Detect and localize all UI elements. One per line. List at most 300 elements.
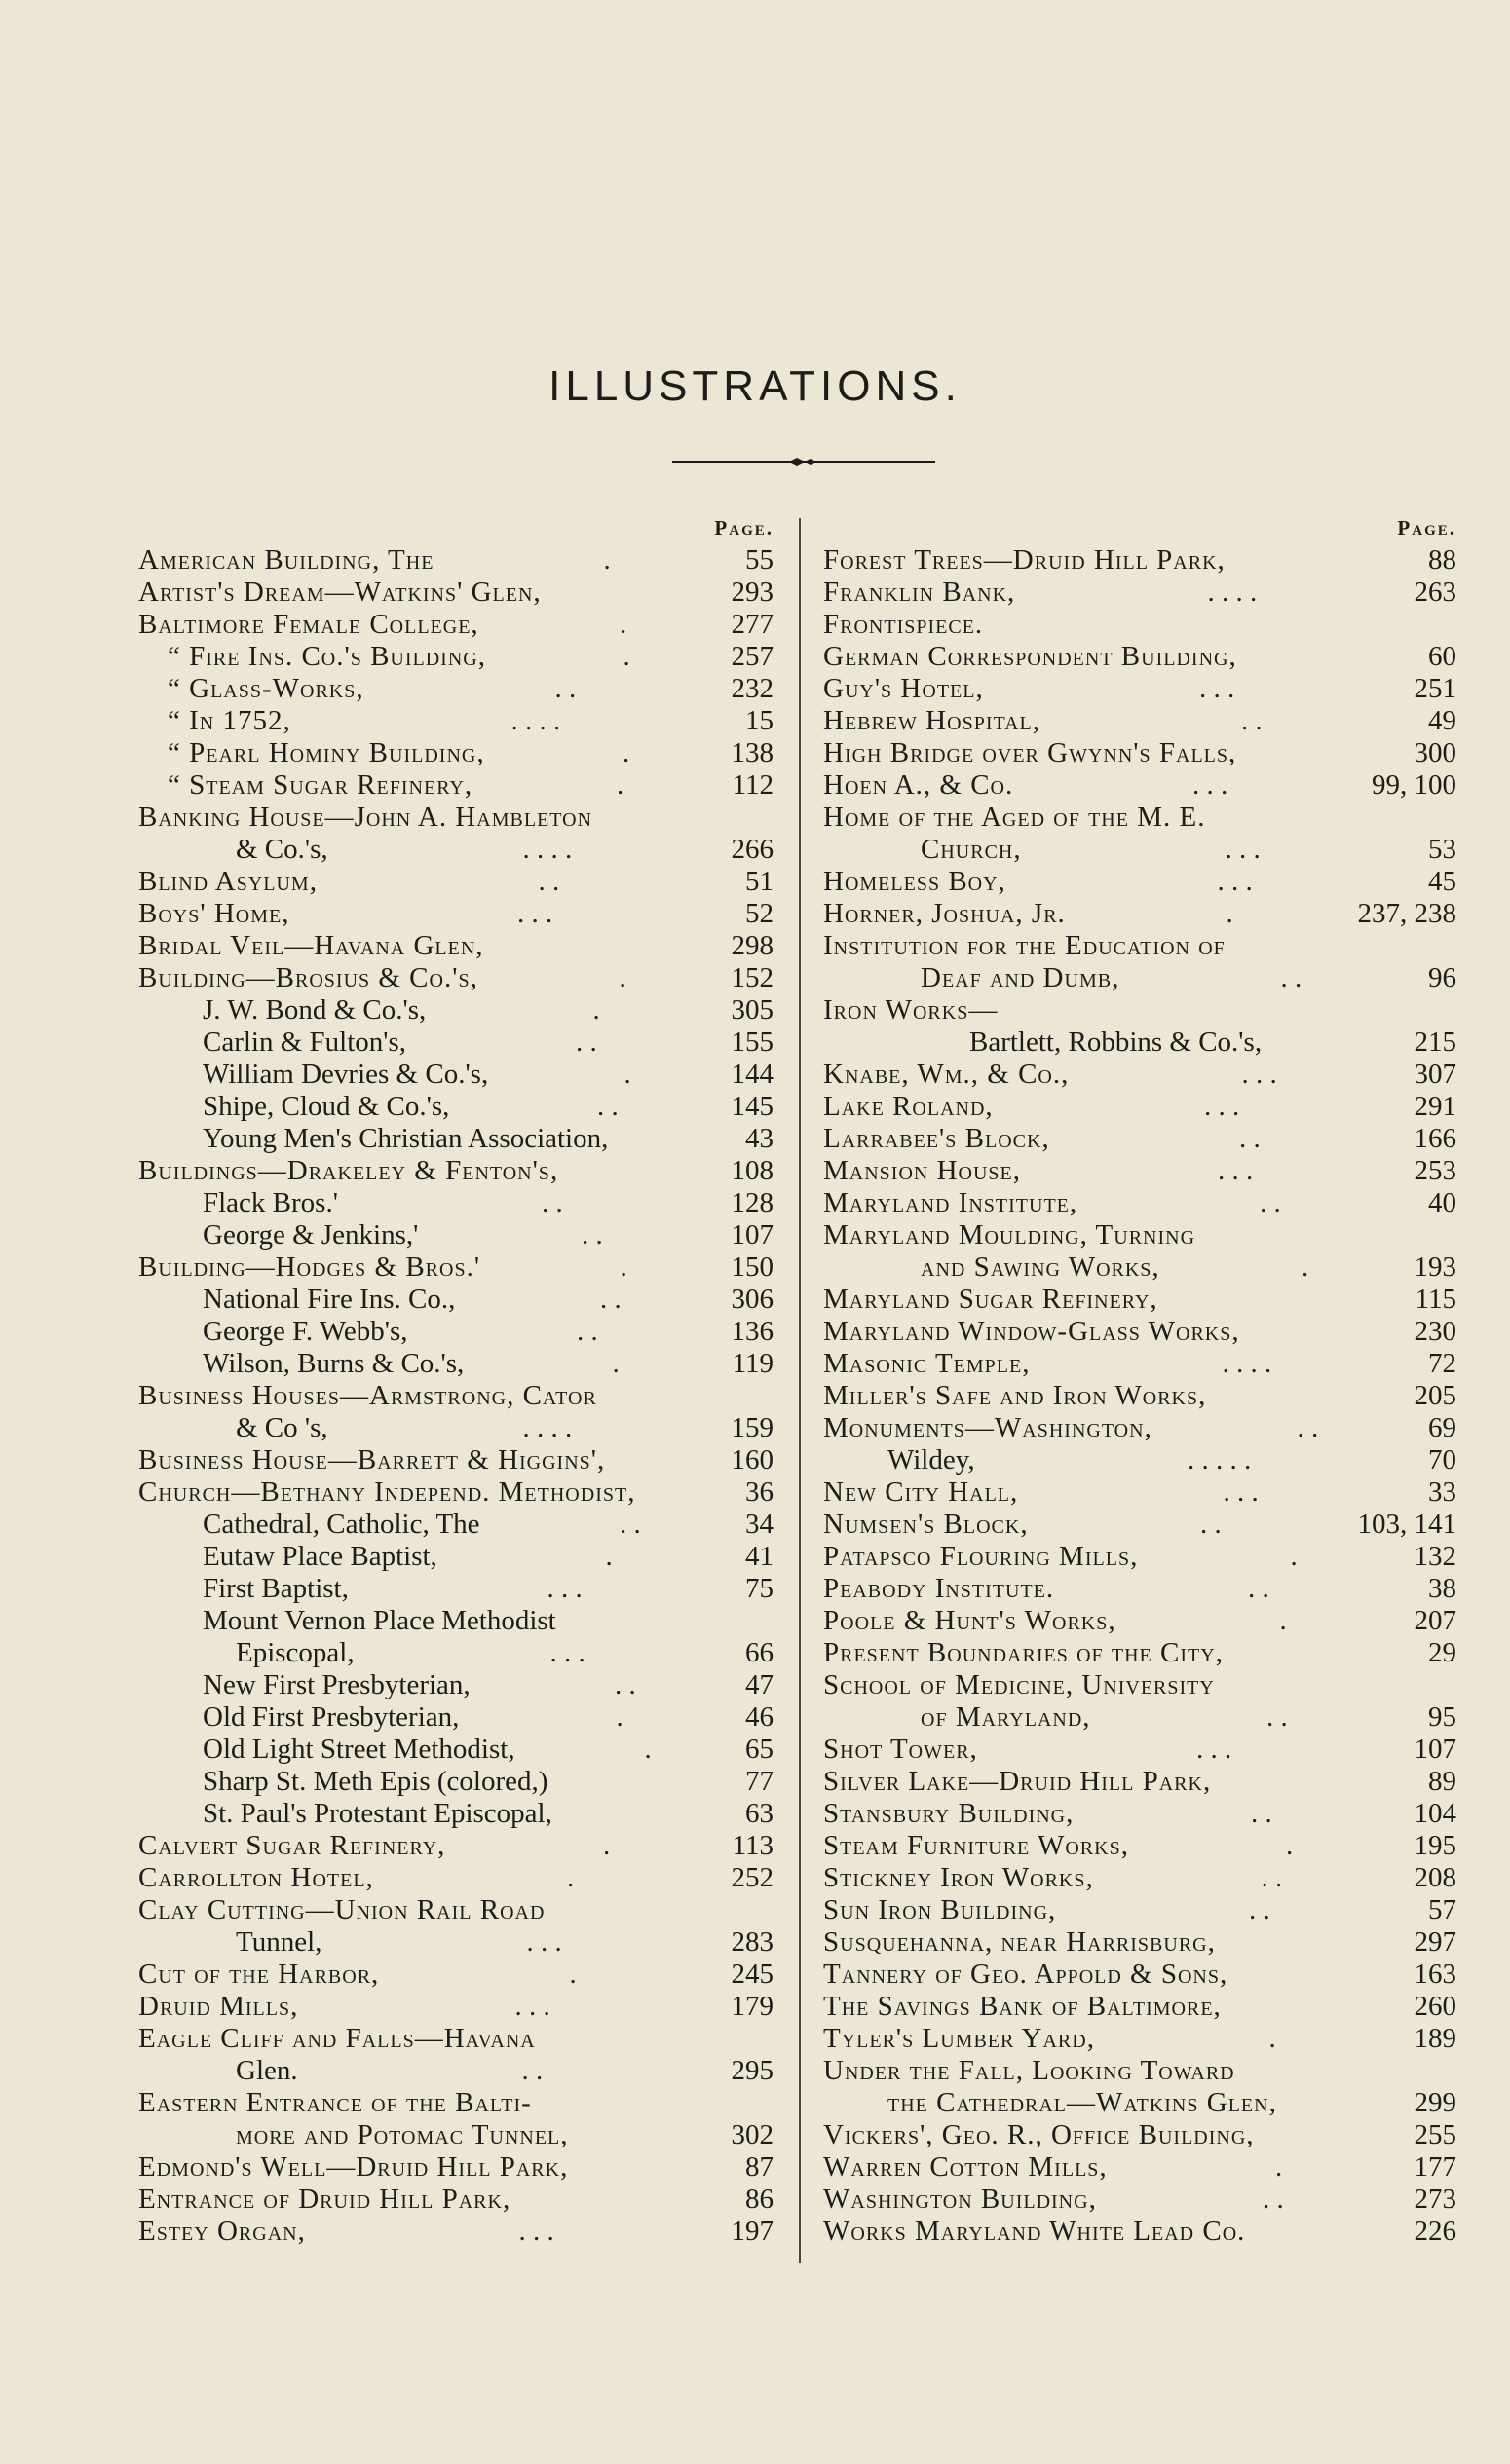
left-column — [138, 511, 774, 2248]
entry-page-number: 252 — [731, 1862, 774, 1893]
entry-leader-dots: . — [1226, 898, 1233, 929]
index-entry — [138, 1187, 774, 1219]
entry-page-number: 197 — [731, 2216, 774, 2247]
index-entry — [823, 737, 1456, 769]
entry-page-number: 208 — [1414, 1862, 1456, 1893]
left-entry-list — [138, 544, 774, 2248]
entry-leader-dots: . . — [597, 1091, 619, 1122]
entry-leader-dots: . . . — [1225, 834, 1261, 865]
index-entry — [138, 994, 774, 1027]
entry-title: New City Hall, — [823, 1476, 1019, 1508]
entry-title: Maryland Institute, — [823, 1187, 1078, 1218]
entry-title: Shot Tower, — [823, 1734, 978, 1765]
entry-leader-dots: . — [1302, 1251, 1309, 1283]
entry-title: Business Houses—Armstrong, Cator — [138, 1380, 597, 1411]
index-entry — [138, 898, 774, 930]
entry-page-number: 207 — [1414, 1605, 1456, 1636]
entry-page-number: 41 — [745, 1541, 774, 1572]
entry-page-number: 60 — [1428, 641, 1456, 672]
entry-leader-dots: . . . — [1204, 1091, 1240, 1122]
entry-page-number: 260 — [1414, 1991, 1456, 2022]
entry-title: Maryland Sugar Refinery, — [823, 1284, 1158, 1315]
index-entry — [138, 2184, 774, 2216]
entry-leader-dots: . — [1268, 2023, 1276, 2054]
entry-leader-dots: . . . — [549, 1637, 585, 1668]
entry-leader-dots: . . . — [547, 1573, 583, 1604]
entry-leader-dots: . . — [1200, 1509, 1222, 1540]
index-entry — [138, 1251, 774, 1284]
entry-title: Masonic Temple, — [823, 1348, 1031, 1379]
index-entry — [138, 802, 774, 834]
entry-page-number: 72 — [1428, 1348, 1456, 1379]
entry-page-number: 53 — [1428, 834, 1456, 865]
entry-page-number: 251 — [1414, 673, 1456, 704]
entry-title: Mansion House, — [823, 1155, 1022, 1186]
index-entry — [823, 1605, 1456, 1637]
entry-leader-dots: . . — [554, 673, 577, 704]
entry-title: Maryland Window-Glass Works, — [823, 1316, 1240, 1347]
entry-title: Eastern Entrance of the Balti- — [138, 2087, 532, 2118]
entry-title: Larrabee's Block, — [823, 1123, 1050, 1154]
entry-page-number: 193 — [1414, 1251, 1456, 1283]
entry-title: & Co.'s, — [236, 834, 328, 865]
entry-title: Silver Lake—Druid Hill Park, — [823, 1766, 1212, 1797]
entry-title: Calvert Sugar Refinery, — [138, 1830, 446, 1861]
entry-page-number: 136 — [731, 1316, 774, 1347]
index-entry — [138, 1991, 774, 2023]
entry-title: “ In 1752, — [168, 705, 291, 736]
entry-title: Carlin & Fulton's, — [203, 1027, 407, 1058]
entry-title: Vickers', Geo. R., Office Building, — [823, 2119, 1255, 2150]
entry-leader-dots: . — [612, 1348, 620, 1379]
entry-page-number: 253 — [1414, 1155, 1456, 1186]
entry-title: First Baptist, — [203, 1573, 349, 1604]
entry-leader-dots: . . — [576, 1027, 597, 1058]
entry-title: Church, — [921, 834, 1022, 865]
index-entry — [823, 705, 1456, 737]
entry-page-number: 107 — [1414, 1734, 1456, 1765]
entry-title: Tannery of Geo. Appold & Sons, — [823, 1959, 1228, 1990]
index-entry — [138, 1091, 774, 1123]
entry-page-number: 104 — [1414, 1798, 1456, 1829]
entry-title: American Building, The — [138, 544, 434, 576]
index-entry — [823, 1926, 1456, 1959]
index-entry — [823, 1894, 1456, 1926]
entry-title: Warren Cotton Mills, — [823, 2151, 1108, 2183]
entry-page-number: 189 — [1414, 2023, 1456, 2054]
entry-leader-dots: . . — [1263, 2184, 1284, 2215]
entry-title: Bridal Veil—Havana Glen, — [138, 930, 484, 961]
entry-page-number: 257 — [731, 641, 774, 672]
entry-title: Banking House—John A. Hambleton — [138, 802, 593, 833]
entry-page-number: 88 — [1428, 544, 1456, 576]
entry-page-number: 150 — [731, 1251, 774, 1283]
entry-leader-dots: . — [1286, 1830, 1294, 1861]
entry-leader-dots: . . — [1280, 962, 1302, 993]
entry-title: Miller's Safe and Iron Works, — [823, 1380, 1207, 1411]
entry-page-number: 29 — [1428, 1637, 1456, 1668]
index-entry — [823, 1959, 1456, 1991]
entry-page-number: 230 — [1414, 1316, 1456, 1347]
entry-title: Old First Presbyterian, — [203, 1701, 460, 1733]
entry-page-number: 291 — [1414, 1091, 1456, 1122]
index-entry — [823, 673, 1456, 705]
index-entry — [823, 577, 1456, 609]
entry-title: Wildey, — [887, 1444, 975, 1475]
entry-title: Sun Iron Building, — [823, 1894, 1057, 1925]
entry-page-number: 166 — [1414, 1123, 1456, 1154]
entry-leader-dots: . . . . . — [1188, 1444, 1252, 1475]
index-entry — [138, 1734, 774, 1766]
index-entry — [823, 1251, 1456, 1284]
entry-title: more and Potomac Tunnel, — [236, 2119, 569, 2150]
entry-title: Wilson, Burns & Co.'s, — [203, 1348, 465, 1379]
entry-title: Frontispiece. — [823, 609, 984, 640]
entry-leader-dots: . . — [577, 1316, 598, 1347]
entry-leader-dots: . — [592, 994, 600, 1026]
index-entry — [823, 2151, 1456, 2184]
index-entry — [138, 1605, 774, 1637]
entry-title: Baltimore Female College, — [138, 609, 479, 640]
entry-title: School of Medicine, University — [823, 1669, 1215, 1700]
index-entry — [138, 673, 774, 705]
entry-title: Boys' Home, — [138, 898, 290, 929]
index-entry — [823, 898, 1456, 930]
entry-page-number: 295 — [731, 2055, 774, 2086]
index-entry — [823, 1219, 1456, 1251]
entry-page-number: 49 — [1428, 705, 1456, 736]
entry-leader-dots: . . — [538, 866, 560, 897]
entry-page-number: 300 — [1414, 737, 1456, 768]
entry-leader-dots: . — [623, 737, 630, 768]
index-entry — [823, 1187, 1456, 1219]
index-entry — [138, 2055, 774, 2087]
entry-page-number: 33 — [1428, 1476, 1456, 1508]
entry-page-number: 160 — [731, 1444, 774, 1475]
index-entry — [823, 2184, 1456, 2216]
index-entry — [823, 802, 1456, 834]
entry-page-number: 113 — [732, 1830, 774, 1861]
index-entry — [823, 544, 1456, 577]
index-entry — [138, 1380, 774, 1412]
entry-page-number: 89 — [1428, 1766, 1456, 1797]
entry-leader-dots: . — [567, 1862, 575, 1893]
index-entry — [823, 866, 1456, 898]
page-header-left: Page. — [714, 516, 774, 540]
entry-title: Mount Vernon Place Methodist — [203, 1605, 556, 1636]
index-entry — [138, 1669, 774, 1701]
entry-leader-dots: . . — [1249, 1894, 1270, 1925]
entry-title: National Fire Ins. Co., — [203, 1284, 456, 1315]
column-divider — [799, 518, 801, 2263]
entry-title: Buildings—Drakeley & Fenton's, — [138, 1155, 559, 1186]
index-entry — [823, 1766, 1456, 1798]
entry-page-number: 52 — [745, 898, 774, 929]
entry-title: Cut of the Harbor, — [138, 1959, 380, 1990]
entry-page-number: 34 — [745, 1509, 774, 1540]
entry-leader-dots: . — [1275, 2151, 1283, 2183]
entry-title: The Savings Bank of Baltimore, — [823, 1991, 1222, 2022]
entry-page-number: 237, 238 — [1357, 898, 1456, 929]
index-entry — [823, 641, 1456, 673]
entry-page-number: 298 — [731, 930, 774, 961]
index-entry — [823, 1701, 1456, 1734]
index-entry — [138, 1798, 774, 1830]
entry-page-number: 266 — [731, 834, 774, 865]
page-title: ILLUSTRATIONS. — [548, 362, 962, 410]
entry-title: Eagle Cliff and Falls—Havana — [138, 2023, 536, 2054]
index-entry — [823, 1412, 1456, 1444]
entry-page-number: 128 — [731, 1187, 774, 1218]
entry-page-number: 45 — [1428, 866, 1456, 897]
index-entry — [823, 930, 1456, 962]
entry-page-number: 119 — [732, 1348, 774, 1379]
index-entry — [138, 1573, 774, 1605]
entry-page-number: 159 — [731, 1412, 774, 1443]
entry-leader-dots: . . . — [518, 2216, 554, 2247]
entry-title: High Bridge over Gwynn's Falls, — [823, 737, 1237, 768]
entry-page-number: 205 — [1414, 1380, 1456, 1411]
entry-leader-dots: . — [603, 544, 611, 576]
index-entry — [823, 1637, 1456, 1669]
index-entry — [823, 1348, 1456, 1380]
entry-title: “ Glass-Works, — [168, 673, 364, 704]
entry-page-number: 283 — [731, 1926, 774, 1958]
entry-title: Home of the Aged of the M. E. — [823, 802, 1206, 833]
index-entry — [138, 2216, 774, 2248]
index-entry — [138, 1316, 774, 1348]
entry-title: Maryland Moulding, Turning — [823, 1219, 1196, 1251]
index-entry — [138, 641, 774, 673]
entry-title: Glen. — [236, 2055, 298, 2086]
index-entry — [138, 737, 774, 769]
index-entry — [823, 1284, 1456, 1316]
index-entry — [138, 1444, 774, 1476]
index-entry — [823, 1123, 1456, 1155]
entry-leader-dots: . — [620, 609, 627, 640]
entry-leader-dots: . . . — [1196, 1734, 1232, 1765]
index-entry — [823, 1541, 1456, 1573]
entry-page-number: 65 — [745, 1734, 774, 1765]
entry-leader-dots: . — [617, 769, 624, 801]
index-entry — [138, 609, 774, 641]
index-entry — [138, 1155, 774, 1187]
entry-title: Blind Asylum, — [138, 866, 318, 897]
entry-title: Susquehanna, near Harrisburg, — [823, 1926, 1216, 1958]
entry-page-number: 152 — [731, 962, 774, 993]
index-entry — [823, 1573, 1456, 1605]
entry-leader-dots: . — [616, 1701, 623, 1733]
index-entry — [138, 1926, 774, 1959]
entry-page-number: 40 — [1428, 1187, 1456, 1218]
index-entry — [138, 1637, 774, 1669]
entry-leader-dots: . . — [1266, 1701, 1288, 1733]
entry-page-number: 307 — [1414, 1059, 1456, 1090]
entry-page-number: 36 — [745, 1476, 774, 1508]
entry-title: Hebrew Hospital, — [823, 705, 1041, 736]
entry-title: Sharp St. Meth Epis (colored,) — [203, 1766, 548, 1797]
entry-leader-dots: . — [620, 1251, 627, 1283]
entry-title: Eutaw Place Baptist, — [203, 1541, 437, 1572]
index-entry — [138, 1959, 774, 1991]
entry-page-number: 108 — [731, 1155, 774, 1186]
entry-page-number: 273 — [1414, 2184, 1456, 2215]
index-entry — [823, 1862, 1456, 1894]
entry-leader-dots: . — [569, 1959, 577, 1990]
title-ornament — [672, 456, 935, 467]
index-entry — [138, 1059, 774, 1091]
entry-page-number: 138 — [731, 737, 774, 768]
entry-page-number: 95 — [1428, 1701, 1456, 1733]
entry-page-number: 46 — [745, 1701, 774, 1733]
entry-page-number: 51 — [745, 866, 774, 897]
index-entry — [138, 2151, 774, 2184]
index-entry — [138, 705, 774, 737]
entry-title: Poole & Hunt's Works, — [823, 1605, 1116, 1636]
entry-page-number: 103, 141 — [1357, 1509, 1456, 1540]
entry-leader-dots: . — [1279, 1605, 1287, 1636]
entry-page-number: 87 — [745, 2151, 774, 2183]
index-entry — [138, 2023, 774, 2055]
entry-title: “ Fire Ins. Co.'s Building, — [168, 641, 486, 672]
right-column — [823, 511, 1456, 2248]
entry-page-number: 75 — [745, 1573, 774, 1604]
index-entry — [823, 1380, 1456, 1412]
index-entry — [138, 1830, 774, 1862]
index-entry — [138, 2119, 774, 2151]
entry-leader-dots: . — [619, 962, 626, 993]
index-entry — [823, 2023, 1456, 2055]
entry-leader-dots: . . — [582, 1219, 603, 1251]
entry-page-number: 107 — [731, 1219, 774, 1251]
entry-leader-dots: . . — [1239, 1123, 1261, 1154]
index-entry — [138, 1284, 774, 1316]
entry-leader-dots: . . — [615, 1669, 636, 1700]
index-entry — [823, 2087, 1456, 2119]
entry-leader-dots: . . . — [1199, 673, 1235, 704]
entry-leader-dots: . — [623, 641, 630, 672]
index-entry — [138, 577, 774, 609]
entry-title: of Maryland, — [921, 1701, 1091, 1733]
entry-page-number: 232 — [731, 673, 774, 704]
index-entry — [138, 1476, 774, 1509]
entry-leader-dots: . . — [1241, 705, 1263, 736]
index-entry — [823, 2055, 1456, 2087]
entry-page-number: 177 — [1414, 2151, 1456, 2183]
entry-title: Tyler's Lumber Yard, — [823, 2023, 1095, 2054]
entry-title: Horner, Joshua, Jr. — [823, 898, 1066, 929]
entry-title: Guy's Hotel, — [823, 673, 984, 704]
entry-leader-dots: . . . — [526, 1926, 562, 1958]
entry-page-number: 293 — [731, 577, 774, 608]
index-entry — [138, 769, 774, 802]
entry-page-number: 57 — [1428, 1894, 1456, 1925]
entry-title: George & Jenkins,' — [203, 1219, 419, 1251]
entry-title: Iron Works— — [823, 994, 999, 1026]
entry-page-number: 70 — [1428, 1444, 1456, 1475]
entry-page-number: 69 — [1428, 1412, 1456, 1443]
entry-leader-dots: . . — [542, 1187, 563, 1218]
index-entry — [138, 1348, 774, 1380]
entry-leader-dots: . . — [1248, 1573, 1269, 1604]
index-entry — [823, 1798, 1456, 1830]
index-entry — [138, 1219, 774, 1251]
entry-page-number: 195 — [1414, 1830, 1456, 1861]
entry-leader-dots: . . . . — [510, 705, 561, 736]
index-entry — [823, 1027, 1456, 1059]
entry-leader-dots: . — [603, 1830, 611, 1861]
entry-page-number: 132 — [1414, 1541, 1456, 1572]
index-entry — [823, 769, 1456, 802]
index-entry — [138, 1027, 774, 1059]
entry-page-number: 115 — [1415, 1284, 1456, 1315]
entry-title: German Correspondent Building, — [823, 641, 1237, 672]
entry-page-number: 179 — [731, 1991, 774, 2022]
entry-leader-dots: . . — [521, 2055, 544, 2086]
entry-title: Stickney Iron Works, — [823, 1862, 1094, 1893]
entry-title: “ Pearl Hominy Building, — [168, 737, 485, 768]
entry-title: Business House—Barrett & Higgins', — [138, 1444, 606, 1475]
entry-title: Forest Trees—Druid Hill Park, — [823, 544, 1226, 576]
entry-page-number: 305 — [731, 994, 774, 1026]
entry-title: and Sawing Works, — [921, 1251, 1160, 1283]
entry-title: Institution for the Education of — [823, 930, 1226, 961]
entry-page-number: 299 — [1414, 2087, 1456, 2118]
entry-page-number: 43 — [745, 1123, 774, 1154]
entry-leader-dots: . . . — [517, 898, 553, 929]
index-entry — [823, 1509, 1456, 1541]
entry-leader-dots: . . . . — [1222, 1348, 1272, 1379]
index-entry — [823, 1734, 1456, 1766]
index-entry — [823, 2119, 1456, 2151]
entry-title: Episcopal, — [236, 1637, 355, 1668]
index-entry — [138, 1862, 774, 1894]
entry-page-number: 215 — [1414, 1027, 1456, 1058]
entry-title: the Cathedral—Watkins Glen, — [887, 2087, 1277, 2118]
index-entry — [138, 962, 774, 994]
entry-title: Numsen's Block, — [823, 1509, 1029, 1540]
entry-page-number: 112 — [732, 769, 774, 801]
entry-title: Clay Cutting—Union Rail Road — [138, 1894, 546, 1925]
entry-title: Peabody Institute. — [823, 1573, 1055, 1604]
entry-title: Franklin Bank, — [823, 577, 1016, 608]
entry-title: Flack Bros.' — [203, 1187, 338, 1218]
index-entry — [138, 1894, 774, 1926]
entry-page-number: 302 — [731, 2119, 774, 2150]
entry-title: Lake Roland, — [823, 1091, 994, 1122]
entry-title: Building—Hodges & Bros.' — [138, 1251, 481, 1283]
index-entry — [138, 930, 774, 962]
entry-title: Present Boundaries of the City, — [823, 1637, 1224, 1668]
index-entry — [138, 866, 774, 898]
index-entry — [138, 1412, 774, 1444]
index-entry — [823, 994, 1456, 1027]
entry-title: J. W. Bond & Co.'s, — [203, 994, 427, 1026]
entry-page-number: 163 — [1414, 1959, 1456, 1990]
index-entry — [138, 1701, 774, 1734]
entry-title: George F. Webb's, — [203, 1316, 408, 1347]
entry-leader-dots: . . — [620, 1509, 641, 1540]
entry-title: Washington Building, — [823, 2184, 1097, 2215]
entry-page-number: 99, 100 — [1372, 769, 1456, 801]
index-entry — [138, 1541, 774, 1573]
index-entry — [823, 834, 1456, 866]
entry-title: Hoen A., & Co. — [823, 769, 1014, 801]
index-entry — [823, 1316, 1456, 1348]
entry-page-number: 86 — [745, 2184, 774, 2215]
entry-title: St. Paul's Protestant Episcopal, — [203, 1798, 552, 1829]
entry-leader-dots: . . . — [1223, 1476, 1259, 1508]
